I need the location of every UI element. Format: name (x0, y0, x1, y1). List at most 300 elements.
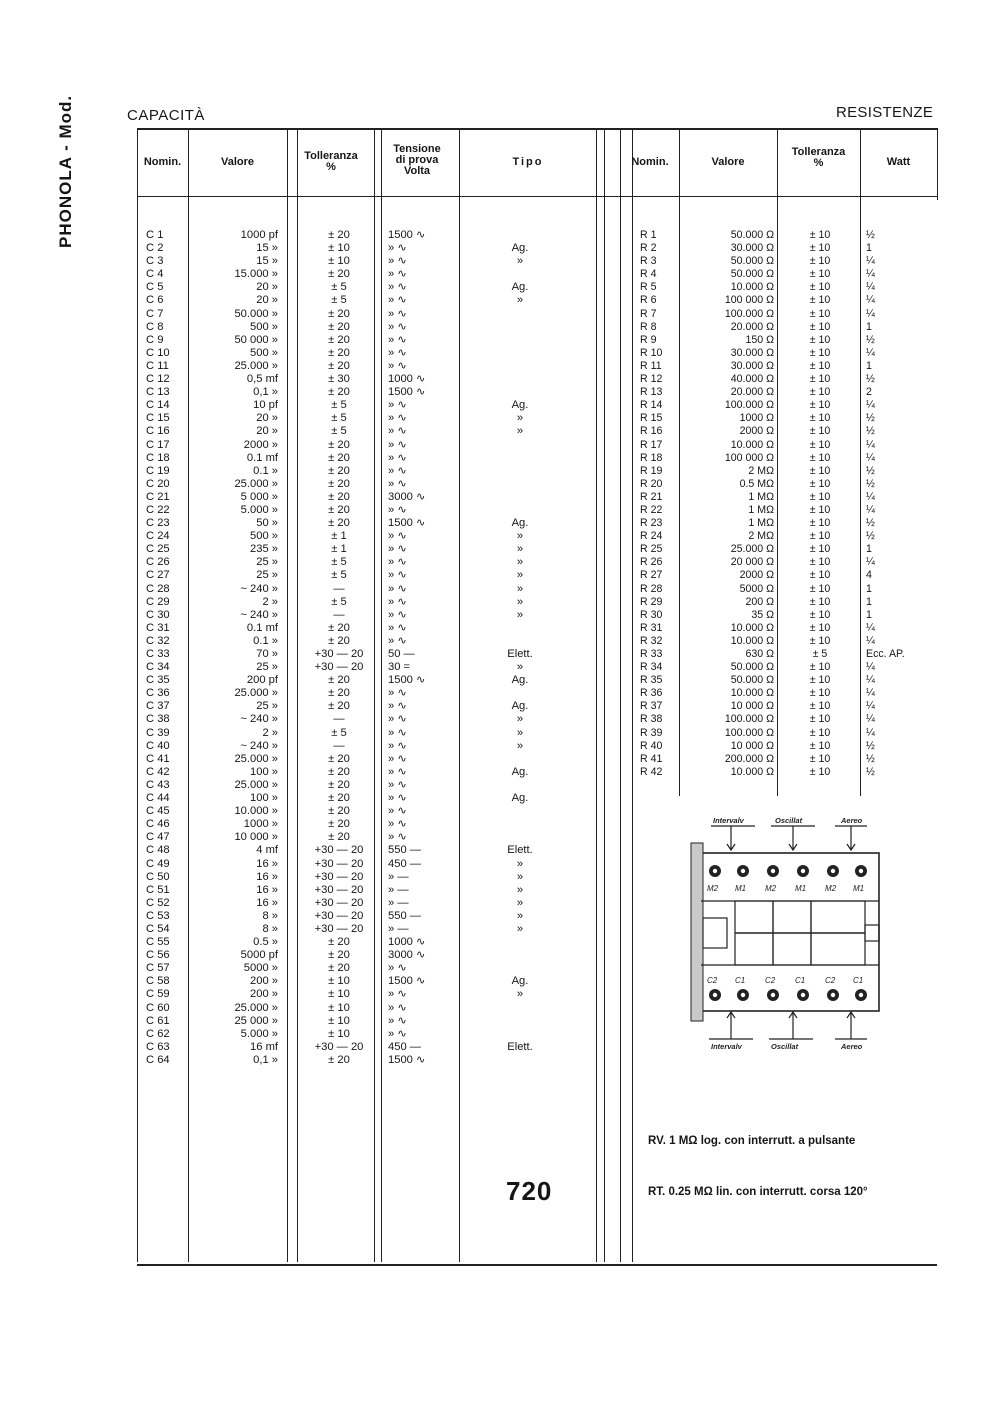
cap-tipo-cell (480, 753, 560, 766)
cap-tensione-cell: » ∿ (388, 595, 407, 608)
cap-tolleranza-cell: ± 10 (328, 1001, 350, 1014)
cap-tensione-cell: 1500 ∿ (388, 975, 426, 988)
res-tolleranza-cell: ± 10 (809, 281, 831, 294)
cap-valore-cell: 2000 » (243, 438, 278, 451)
res-tolleranza-cell: ± 10 (809, 543, 831, 556)
cap-tolleranza-cell: ± 5 (331, 569, 347, 582)
cap-tolleranza-cell: +30 — 20 (314, 648, 364, 660)
cap-valore-cell: 16 » (256, 896, 278, 909)
cap-nomin-cell: C 7 (146, 307, 164, 320)
cap-nomin-cell: C 17 (146, 438, 170, 451)
cap-tipo-cell (480, 478, 560, 491)
res-watt-cell: ¼ (866, 399, 875, 412)
res-nomin-cell: R 20 (640, 477, 663, 490)
cap-tolleranza-cell: ± 20 (328, 949, 350, 962)
res-watt-cell: ¼ (866, 346, 875, 359)
cap-nomin-cell: C 57 (146, 962, 170, 975)
cap-tipo-cell: Elett. (507, 648, 533, 660)
cap-tensione-cell: » ∿ (388, 1027, 407, 1040)
cap-tolleranza-cell: +30 — 20 (314, 857, 364, 870)
res-valore-cell: 1 MΩ (748, 503, 774, 516)
cap-tipo-cell (480, 818, 560, 831)
res-watt-column (866, 229, 934, 779)
res-valore-cell: 50.000 Ω (730, 229, 774, 241)
cap-tipo-cell: » (516, 582, 524, 595)
cap-tolleranza-cell: ± 10 (328, 242, 350, 255)
rule-divider-b (604, 128, 605, 1262)
res-header-nomin: Nomin. (631, 156, 669, 168)
cap-tensione-cell: » ∿ (388, 988, 407, 1001)
res-nomin-cell: R 11 (640, 359, 662, 372)
cap-tipo-cell: Elett. (507, 1040, 533, 1053)
cap-tolleranza-cell: +30 — 20 (314, 896, 364, 909)
cap-tipo-cell (480, 452, 560, 465)
side-title: PHONOLA - Mod. (56, 94, 75, 248)
cap-tensione-cell: » ∿ (388, 608, 407, 621)
cap-tensione-cell: » ∿ (388, 320, 407, 333)
cap-nomin-cell: C 5 (146, 281, 164, 294)
cap-valore-cell: 25.000 » (234, 752, 278, 765)
res-tolleranza-cell: ± 10 (809, 425, 831, 438)
cap-tensione-cell: 1500 ∿ (388, 517, 426, 530)
cap-valore-cell: 16 » (256, 870, 278, 883)
res-valore-cell: 20 000 Ω (730, 556, 774, 569)
res-tolleranza-cell: ± 10 (809, 752, 831, 765)
cap-nomin-cell: C 48 (146, 844, 170, 857)
cap-tipo-cell: » (516, 569, 524, 582)
cap-nomin-cell: C 2 (146, 242, 164, 255)
cap-valore-cell: 235 » (250, 543, 278, 556)
cap-valore-cell: 10.000 » (234, 805, 278, 818)
diagram-top-label-aereo: Aereo (841, 816, 863, 825)
res-watt-cell: ¼ (866, 490, 875, 503)
cap-tolleranza-cell: ± 20 (328, 634, 350, 647)
res-watt-cell: ½ (866, 464, 875, 477)
res-tolleranza-cell: ± 10 (809, 569, 831, 582)
cap-valore-cell: 0.1 » (253, 464, 278, 477)
cap-tensione-cell: 1500 ∿ (388, 386, 426, 399)
cap-tipo-cell (480, 949, 560, 962)
res-nomin-cell: R 42 (640, 765, 663, 778)
cap-nomin-cell: C 26 (146, 556, 170, 569)
cap-valore-cell: 0,1 » (253, 386, 278, 399)
cap-tipo-cell (480, 936, 560, 949)
res-valore-cell: 25.000 Ω (730, 543, 774, 556)
cap-valore-cell: 200 » (250, 988, 278, 1001)
cap-valore-cell: 2 » (262, 726, 278, 739)
cap-nomin-cell: C 39 (146, 726, 170, 739)
cap-valore-cell: 500 » (250, 346, 278, 359)
cap-tolleranza-cell: ± 20 (328, 346, 350, 359)
res-nomin-cell: R 14 (640, 399, 663, 412)
cap-tolleranza-cell: ± 5 (331, 399, 347, 412)
cap-nomin-cell: C 10 (146, 346, 170, 359)
cap-valore-cell: 25.000 » (234, 1001, 278, 1014)
cap-tensione-cell: » ∿ (388, 634, 407, 647)
cap-nomin-cell: C 50 (146, 870, 170, 883)
rule-valore-toll (287, 128, 288, 1262)
cap-valore-cell: 500 » (250, 530, 278, 543)
cap-tolleranza-cell: ± 20 (328, 831, 350, 844)
cap-valore-cell: 25.000 » (234, 477, 278, 490)
diagram-bottom-label-oscillat: Oscillat (771, 1042, 799, 1051)
res-nomin-cell: R 39 (640, 726, 663, 739)
cap-tipo-cell: » (516, 726, 524, 739)
res-nomin-cell: R 13 (640, 386, 663, 399)
res-valore-cell: 50.000 Ω (730, 268, 774, 281)
cap-valore-cell: 5.000 » (240, 503, 278, 516)
cap-valore-cell: 16 » (256, 883, 278, 896)
cap-tensione-cell: 1000 ∿ (388, 936, 426, 949)
terminal-hole-bottom-1 (741, 993, 745, 997)
cap-header-tensione: Tensione di prova Volta (393, 143, 441, 177)
cap-tipo-cell (480, 687, 560, 700)
res-watt-cell: 1 (866, 242, 872, 255)
cap-valore-cell: 16 » (256, 857, 278, 870)
cap-valore-cell: ~ 240 » (240, 739, 278, 752)
cap-tensione-cell: » ∿ (388, 1014, 407, 1027)
res-nomin-cell: R 37 (640, 700, 663, 713)
res-tolleranza-cell: ± 10 (809, 438, 831, 451)
res-watt-cell: ¼ (866, 726, 875, 739)
cap-nomin-cell: C 58 (146, 975, 170, 988)
rule-res-valore (679, 128, 680, 796)
res-valore-column (684, 229, 774, 779)
cap-tolleranza-cell: ± 5 (331, 556, 347, 569)
rule-res-nomin (632, 128, 633, 1262)
cap-tensione-cell: » ∿ (388, 503, 407, 516)
cap-tolleranza-cell: ± 20 (328, 386, 350, 399)
cap-tolleranza-cell: ± 10 (328, 1014, 350, 1027)
diagram-bottom-label-intervalv: Intervalv (711, 1042, 742, 1051)
cap-tipo-cell: » (516, 713, 524, 726)
res-watt-cell: ¼ (866, 268, 875, 281)
cap-tensione-cell: » ∿ (388, 713, 407, 726)
res-valore-cell: 100 000 Ω (724, 451, 774, 464)
cap-tolleranza-cell: ± 10 (328, 975, 350, 988)
res-valore-cell: 1 MΩ (748, 517, 774, 530)
cap-tipo-cell: Ag. (511, 975, 529, 988)
cap-valore-cell: 15 » (256, 255, 278, 268)
res-nomin-cell: R 36 (640, 687, 663, 700)
cap-tolleranza-cell: ± 30 (328, 373, 350, 386)
cap-header-valore: Valore (220, 156, 255, 168)
res-watt-cell: ½ (866, 477, 875, 490)
cap-valore-cell: 0,5 mf (246, 373, 278, 386)
cap-tipo-cell: » (516, 870, 524, 883)
cap-nomin-cell: C 36 (146, 687, 170, 700)
res-watt-cell: ¼ (866, 307, 875, 320)
cap-tensione-cell: » ∿ (388, 582, 407, 595)
cap-nomin-cell: C 51 (146, 883, 170, 896)
cap-nomin-cell: C 1 (146, 229, 164, 241)
res-tolleranza-cell: ± 10 (809, 517, 831, 530)
cap-nomin-cell: C 3 (146, 255, 164, 268)
res-nomin-cell: R 38 (640, 713, 663, 726)
cap-tolleranza-cell: ± 5 (331, 425, 347, 438)
res-watt-cell: 2 (866, 386, 872, 399)
res-nomin-cell: R 25 (640, 543, 663, 556)
cap-header-tolleranza: Tolleranza % (304, 150, 358, 173)
cap-tensione-cell: » ∿ (388, 477, 407, 490)
cap-tolleranza-cell: ± 20 (328, 229, 350, 241)
cap-nomin-cell: C 42 (146, 765, 170, 778)
cap-tensione-cell: » ∿ (388, 281, 407, 294)
res-valore-cell: 100.000 Ω (724, 726, 774, 739)
res-nomin-cell: R 3 (640, 255, 657, 268)
cap-tolleranza-cell: ± 20 (328, 700, 350, 713)
cap-tipo-cell (480, 373, 560, 386)
cap-tipo-cell: » (516, 543, 524, 556)
res-valore-cell: 30.000 Ω (730, 359, 774, 372)
cap-tolleranza-cell: ± 20 (328, 765, 350, 778)
cap-nomin-cell: C 53 (146, 909, 170, 922)
res-nomin-cell: R 9 (640, 333, 657, 346)
cap-tensione-cell: » ∿ (388, 569, 407, 582)
cap-tolleranza-cell: +30 — 20 (314, 883, 364, 896)
res-valore-cell: 20.000 Ω (730, 320, 774, 333)
terminal-label-top-5: M1 (853, 884, 865, 893)
cap-nomin-cell: C 34 (146, 661, 170, 674)
cap-tensione-cell: » ∿ (388, 962, 407, 975)
res-valore-cell: 100 000 Ω (724, 294, 774, 307)
cap-tipo-cell: » (516, 425, 524, 438)
cap-valore-column (196, 229, 278, 1067)
cap-tolleranza-cell: ± 20 (328, 320, 350, 333)
cap-tolleranza-cell: ± 5 (331, 281, 347, 294)
res-nomin-cell: R 23 (640, 517, 663, 530)
res-nomin-cell: R 10 (640, 346, 663, 359)
cap-tensione-cell: » ∿ (388, 294, 407, 307)
cap-valore-cell: 15 » (256, 242, 278, 255)
cap-tipo-cell (480, 1054, 560, 1067)
cap-tipo-cell (480, 1015, 560, 1028)
cap-tensione-cell: » ∿ (388, 752, 407, 765)
cap-nomin-cell: C 35 (146, 674, 170, 687)
cap-tipo-cell (480, 229, 560, 242)
cap-nomin-cell: C 20 (146, 477, 170, 490)
coil-block-diagram (685, 813, 890, 1053)
cap-valore-cell: 1000 pf (240, 229, 278, 241)
diagram-bottom-label-aereo: Aereo (841, 1042, 863, 1051)
cap-tipo-cell (480, 334, 560, 347)
res-nomin-cell: R 12 (640, 373, 663, 386)
cap-nomin-cell: C 30 (146, 608, 170, 621)
cap-nomin-cell: C 25 (146, 543, 170, 556)
cap-nomin-cell: C 49 (146, 857, 170, 870)
res-watt-cell: ½ (866, 229, 875, 241)
cap-valore-cell: 5000 » (243, 962, 278, 975)
cap-tipo-cell: » (516, 608, 524, 621)
res-tolleranza-cell: ± 10 (809, 674, 831, 687)
cap-tolleranza-cell: ± 20 (328, 687, 350, 700)
res-valore-cell: 5000 Ω (739, 582, 774, 595)
cap-tolleranza-cell: ± 20 (328, 438, 350, 451)
cap-tipo-cell: » (516, 883, 524, 896)
cap-tensione-cell: 450 — (388, 1040, 421, 1053)
res-watt-cell: 1 (866, 608, 872, 621)
terminal-label-bottom-2: C2 (765, 976, 776, 985)
res-nomin-cell: R 35 (640, 674, 663, 687)
cap-tensione-cell: 1500 ∿ (388, 674, 426, 687)
res-watt-cell: ½ (866, 333, 875, 346)
res-nomin-cell: R 26 (640, 556, 663, 569)
cap-nomin-cell: C 55 (146, 936, 170, 949)
cap-nomin-cell: C 27 (146, 569, 170, 582)
cap-nomin-cell: C 18 (146, 451, 170, 464)
res-watt-cell: ¼ (866, 438, 875, 451)
terminal-label-top-2: M2 (765, 884, 777, 893)
cap-nomin-cell: C 61 (146, 1014, 170, 1027)
rule-res-watt (860, 128, 861, 796)
res-tolleranza-cell: ± 10 (809, 268, 831, 281)
cap-valore-cell: 15.000 » (234, 268, 278, 281)
res-valore-cell: 50.000 Ω (730, 674, 774, 687)
cap-tensione-cell: » ∿ (388, 1001, 407, 1014)
res-watt-cell: ½ (866, 517, 875, 530)
res-tolleranza-cell: ± 10 (809, 307, 831, 320)
rule-tipo-split (459, 128, 460, 1262)
cap-valore-cell: 0.1 mf (246, 621, 278, 634)
cap-nomin-cell: C 21 (146, 490, 170, 503)
res-tolleranza-cell: ± 10 (809, 713, 831, 726)
cap-tipo-cell: » (516, 896, 524, 909)
cap-nomin-cell: C 54 (146, 922, 170, 935)
terminal-hole-bottom-0 (713, 993, 717, 997)
cap-tipo-cell: » (516, 857, 524, 870)
res-nomin-cell: R 8 (640, 320, 657, 333)
res-nomin-cell: R 24 (640, 530, 663, 543)
cap-nomin-cell: C 23 (146, 517, 170, 530)
cap-tolleranza-cell: ± 1 (331, 530, 347, 543)
res-tolleranza-cell: ± 10 (809, 530, 831, 543)
res-header-watt: Watt (886, 156, 911, 168)
cap-tolleranza-cell: ± 20 (328, 778, 350, 791)
res-tolleranza-cell: ± 5 (812, 648, 828, 660)
cap-tipo-cell: Ag. (511, 674, 529, 687)
cap-nomin-cell: C 8 (146, 320, 164, 333)
res-watt-cell: 1 (866, 320, 872, 333)
res-nomin-cell: R 18 (640, 451, 663, 464)
cap-tipo-cell: Elett. (507, 844, 533, 857)
cap-tensione-cell: » ∿ (388, 700, 407, 713)
cap-valore-cell: 0.1 » (253, 634, 278, 647)
res-watt-cell: ¼ (866, 687, 875, 700)
cap-valore-cell: 5000 pf (240, 949, 278, 962)
res-tolleranza-cell: ± 10 (809, 490, 831, 503)
cap-nomin-cell: C 43 (146, 778, 170, 791)
cap-tipo-cell (480, 321, 560, 334)
cap-tolleranza-cell: ± 20 (328, 307, 350, 320)
terminal-hole-top-2 (771, 869, 775, 873)
cap-tipo-cell: Ag. (511, 700, 529, 713)
cap-tipo-cell (480, 347, 560, 360)
res-valore-cell: 200.000 Ω (724, 752, 774, 765)
res-watt-cell: ½ (866, 425, 875, 438)
res-valore-cell: 30.000 Ω (730, 346, 774, 359)
res-nomin-cell: R 33 (640, 648, 663, 660)
cap-valore-cell: 25 » (256, 661, 278, 674)
cap-tensione-cell: » ∿ (388, 464, 407, 477)
cap-tipo-cell: » (516, 412, 524, 425)
res-watt-cell: 1 (866, 595, 872, 608)
rule-nomin-valore (188, 128, 189, 1262)
terminal-label-top-1: M1 (735, 884, 747, 893)
res-valore-cell: 10.000 Ω (730, 634, 774, 647)
res-valore-cell: 2 MΩ (748, 530, 774, 543)
cap-tolleranza-cell: +30 — 20 (314, 922, 364, 935)
cap-tipo-cell: » (516, 739, 524, 752)
res-watt-cell: 1 (866, 543, 872, 556)
terminal-hole-top-0 (713, 869, 717, 873)
cap-tolleranza-cell: ± 5 (331, 294, 347, 307)
res-tolleranza-cell: ± 10 (809, 503, 831, 516)
cap-tolleranza-cell: ± 5 (331, 726, 347, 739)
res-tolleranza-cell: ± 10 (809, 399, 831, 412)
terminal-hole-bottom-3 (801, 993, 805, 997)
rule-tens-inner (381, 128, 382, 1262)
res-valore-cell: 50.000 Ω (730, 661, 774, 674)
cap-tolleranza-cell: ± 20 (328, 464, 350, 477)
res-watt-cell: ¼ (866, 255, 875, 268)
cap-nomin-cell: C 59 (146, 988, 170, 1001)
cap-valore-cell: 25.000 » (234, 359, 278, 372)
cap-tolleranza-cell: ± 20 (328, 1053, 350, 1066)
res-tolleranza-cell: ± 10 (809, 242, 831, 255)
cap-tolleranza-cell: ± 10 (328, 255, 350, 268)
cap-nomin-cell: C 46 (146, 818, 170, 831)
cap-valore-cell: 16 mf (250, 1040, 278, 1053)
cap-nomin-cell: C 19 (146, 464, 170, 477)
cap-tolleranza-cell: ± 1 (331, 543, 347, 556)
res-nomin-cell: R 21 (640, 490, 663, 503)
cap-nomin-cell: C 12 (146, 373, 170, 386)
cap-valore-cell: 0.1 mf (246, 451, 278, 464)
terminal-label-bottom-4: C2 (825, 976, 836, 985)
cap-tipo-cell: » (516, 530, 524, 543)
res-nomin-cell: R 5 (640, 281, 657, 294)
res-watt-cell: Ecc. AP. (866, 648, 905, 660)
cap-tensione-cell: » — (388, 896, 409, 909)
cap-tensione-cell: » ∿ (388, 778, 407, 791)
terminal-hole-top-4 (831, 869, 835, 873)
res-tolleranza-cell: ± 10 (809, 359, 831, 372)
cap-tipo-cell (480, 779, 560, 792)
cap-nomin-cell: C 28 (146, 582, 170, 595)
cap-tipo-cell (480, 962, 560, 975)
res-nomin-cell: R 28 (640, 582, 663, 595)
capacitors-section-title: CAPACITÀ (127, 107, 205, 124)
res-watt-cell: ¼ (866, 556, 875, 569)
cap-tolleranza-cell: ± 20 (328, 674, 350, 687)
res-tolleranza-cell: ± 10 (809, 412, 831, 425)
res-watt-cell: ¼ (866, 661, 875, 674)
res-nomin-cell: R 34 (640, 661, 663, 674)
note-rv: RV. 1 MΩ log. con interrutt. a pulsante (648, 1135, 856, 1147)
res-valore-cell: 10.000 Ω (730, 281, 774, 294)
res-tolleranza-cell: ± 10 (809, 687, 831, 700)
cap-valore-cell: 25.000 » (234, 687, 278, 700)
cap-tolleranza-cell: ± 20 (328, 621, 350, 634)
res-valore-cell: 630 Ω (745, 648, 774, 660)
res-tolleranza-column (790, 229, 850, 779)
res-watt-cell: ¼ (866, 674, 875, 687)
cap-valore-cell: 70 » (256, 648, 278, 660)
cap-valore-cell: ~ 240 » (240, 582, 278, 595)
res-valore-cell: 2000 Ω (739, 569, 774, 582)
cap-tipo-cell (480, 504, 560, 517)
cap-valore-cell: 2 » (262, 595, 278, 608)
